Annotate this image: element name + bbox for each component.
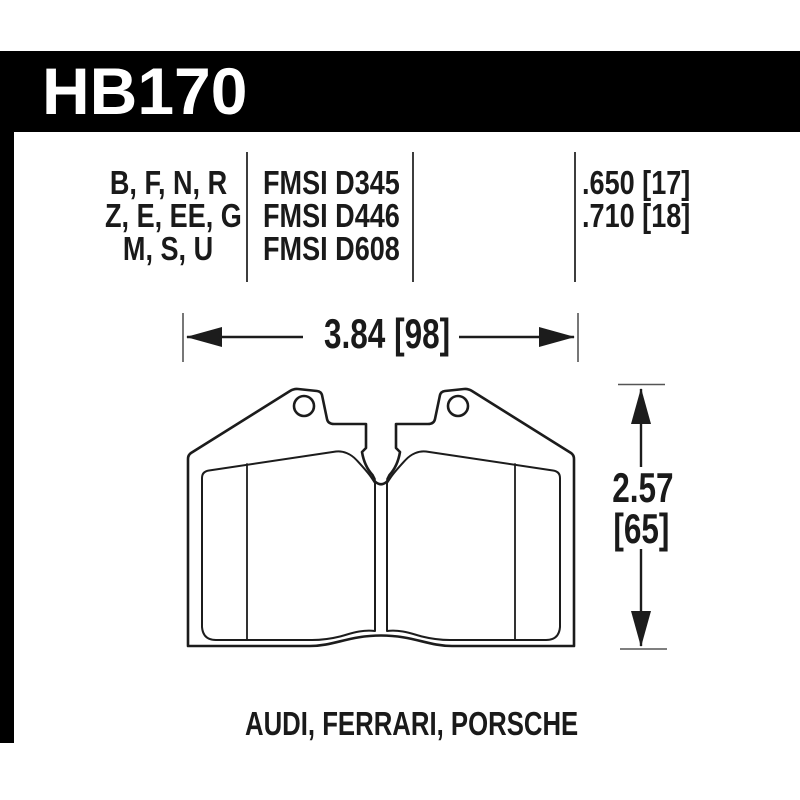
compounds-cell: M, S, U: [123, 230, 214, 267]
backing-plate-outline: [188, 389, 574, 646]
compounds-cell: Z, E, EE, G: [105, 197, 242, 234]
fmsi-cell: FMSI D608: [263, 230, 400, 267]
thickness-cell: .710 [18]: [582, 197, 691, 234]
fmsi-cell: FMSI D446: [263, 197, 400, 234]
applications-text: AUDI, FERRARI, PORSCHE: [245, 705, 579, 742]
mounting-hole-right: [448, 396, 468, 416]
height-dimension-label: [602, 464, 680, 552]
mounting-hole-left: [294, 396, 314, 416]
arrowhead-left-icon: [186, 327, 222, 347]
thickness-cell: .650 [17]: [582, 164, 691, 201]
pad-drawing: [188, 389, 574, 646]
arrowhead-down-icon: [631, 611, 651, 647]
friction-outline-right: [387, 451, 560, 640]
part-number: HB170: [42, 54, 248, 128]
compounds-cell: B, F, N, R: [109, 164, 228, 201]
fmsi-cell: FMSI D345: [263, 164, 400, 201]
arrowhead-up-icon: [631, 388, 651, 424]
height-inches: 2.57: [612, 464, 674, 511]
arrowhead-right-icon: [539, 327, 575, 347]
friction-outline-left: [202, 451, 375, 640]
width-dimension-label: 3.84 [98]: [303, 314, 459, 354]
height-mm: [65]: [612, 505, 670, 552]
